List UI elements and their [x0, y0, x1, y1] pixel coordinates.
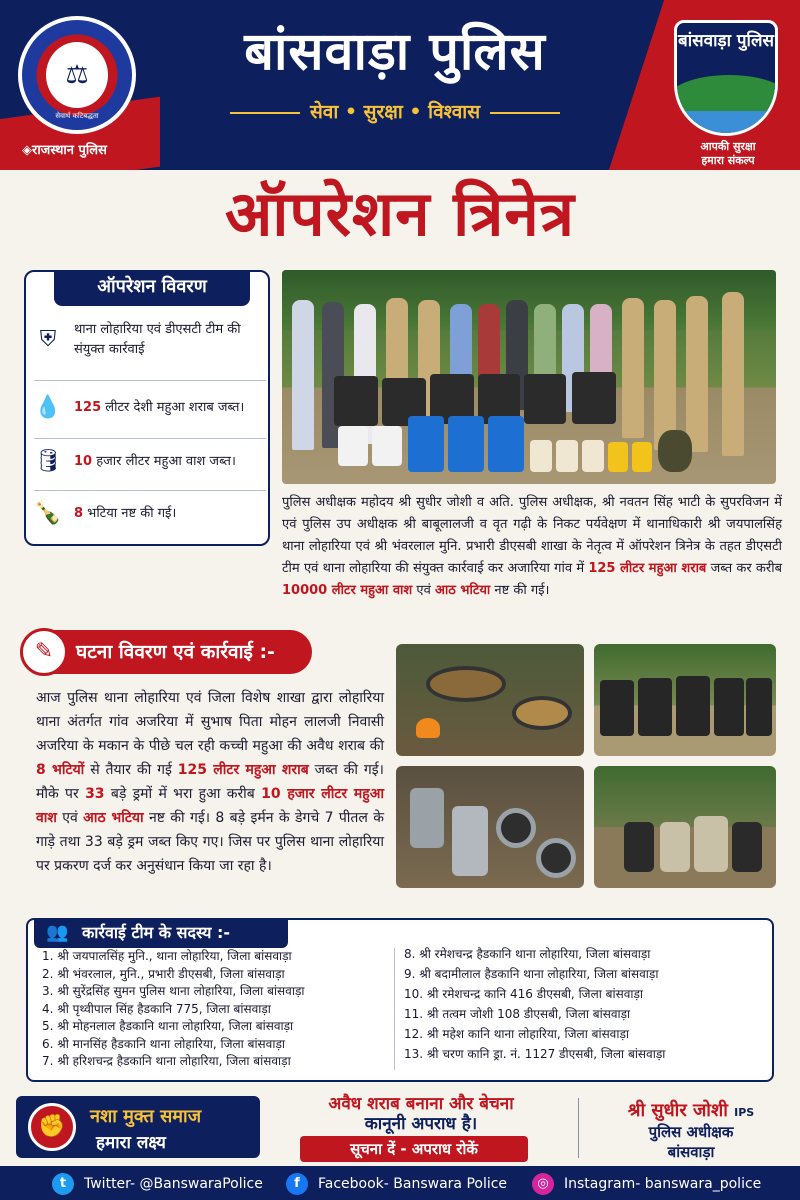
incident-heading: ✎ घटना विवरण एवं कार्रवाई :- — [22, 630, 312, 674]
district-badge — [674, 20, 778, 136]
report-crime-callout: सूचना दें - अपराध रोकें — [300, 1136, 528, 1162]
photo-brass-vessels — [396, 766, 584, 888]
sp-name: श्री सुधीर जोशी IPS — [627, 1100, 755, 1121]
divider — [34, 380, 266, 381]
photo-jerrycan — [372, 426, 402, 466]
operation-item — [34, 394, 266, 422]
facebook-link[interactable]: f Facebook- Banswara Police — [286, 1173, 507, 1195]
operation-description: पुलिस अधीक्षक महोदय श्री सुधीर जोशी व अति. पुलिस अधीक्षक, श्री नवतन सिंह भाटी के सुपरविजन में एवं पुलिस उप अधीक्षक श्री बाबूलालजी व वृत गढ़ी के निकट पर्यवेक्षण में थानाधिकारी श्री जयपालसिंह थाना लोहारिया एवं श्री भंवरलाल मुनि. प्रभारी डीएसबी शाखा के नेतृत्व में ऑपरेशन त्रिनेत्र के तहत डीएसटी टीम एवं थाना लोहारिया की संयुक्त कार्रवाई कर अजारिया गांव में 125 लीटर महुआ शराब जब्त कर करीब 10000 लीटर महुआ वाश एवं आठ भटिया नष्ट की गई। — [282, 495, 782, 598]
team-member: 8. श्री रमेशचन्द्र हैडकानि थाना लोहारिया, जिला बांसवाड़ा — [404, 947, 651, 961]
photo-blue-drum — [448, 416, 484, 472]
photo-drum — [334, 376, 378, 426]
photo-person — [622, 298, 644, 438]
state-police-label: ◈राजस्थान पुलिस — [22, 143, 107, 158]
team-member: 6. श्री मानसिंह हैडकानि थाना लोहारिया, जिला बांसवाड़ा — [42, 1036, 285, 1051]
photo-person — [654, 300, 676, 450]
instagram-icon: ◎ — [532, 1173, 554, 1195]
team-list-right — [404, 944, 665, 1064]
team-member: 4. श्री पृथ्वीपाल सिंह हैडकानि 775, जिला बांसवाड़ा — [42, 1001, 271, 1016]
photo-person — [722, 292, 744, 456]
photo-drum — [572, 372, 616, 424]
photo-drum — [524, 374, 566, 424]
bottle-icon: 🍾 — [34, 501, 62, 526]
emblem-crest-icon: ⚖ — [46, 42, 108, 108]
photo-person — [686, 296, 708, 452]
photo-blue-drum — [408, 416, 444, 472]
divider — [578, 1098, 579, 1158]
operation-item-text: 10 हजार लीटर महुआ वाश जब्त। — [74, 454, 236, 469]
drum-icon: 🛢 — [34, 449, 62, 474]
badge-caption: आपकी सुरक्षा हमारा संकल्प — [700, 140, 756, 167]
team-member: 12. श्री महेश कानि थाना लोहारिया, जिला बांसवाड़ा — [404, 1027, 629, 1041]
photo-distillery-pots — [396, 644, 584, 756]
divider — [34, 490, 266, 491]
photo-jerrycan — [582, 440, 604, 472]
operation-item — [34, 500, 266, 528]
team-list-left — [42, 948, 304, 1071]
header-banner — [0, 0, 800, 170]
instagram-link[interactable]: ◎ Instagram- banswara_police — [532, 1173, 761, 1195]
operation-details-heading: ऑपरेशन विवरण — [54, 270, 250, 306]
legal-warning: अवैध शराब बनाना और बेचना कानूनी अपराध है। — [328, 1094, 514, 1134]
badge-title: बांसवाड़ा पुलिस — [678, 31, 774, 51]
team-member: 1. श्री जयपालसिंह मुनि., थाना लोहारिया, जिला बांसवाड़ा — [42, 949, 292, 963]
team-members-heading: 👥 कार्रवाई टीम के सदस्य :- — [34, 918, 288, 948]
team-member: 2. श्री भंवरलाल, मुनि., प्रभारी डीएसबी, जिला बांसवाड़ा — [42, 966, 285, 981]
photo-jerrycan — [632, 442, 652, 472]
shield-star-icon: ⛨ — [39, 327, 57, 352]
slogan-line-2: हमारा लक्ष्य — [96, 1133, 166, 1153]
team-member: 10. श्री रमेशचन्द्र कानि 416 डीएसबी, जिला बांसवाड़ा — [404, 987, 644, 1001]
team-group-photo — [282, 270, 776, 484]
photo-pot — [658, 430, 692, 472]
photo-person — [292, 300, 314, 450]
badge-water-graphic — [677, 111, 775, 133]
photo-drums-row — [594, 644, 776, 756]
sp-designation: पुलिस अधीक्षक बांसवाड़ा — [648, 1123, 734, 1161]
operation-item — [34, 320, 266, 360]
team-member: 11. श्री तत्वम जोशी 108 डीएसबी, जिला बांसवाड़ा — [404, 1007, 631, 1021]
photo-destroyed-kilns — [594, 766, 776, 888]
twitter-link[interactable]: t Twitter- @BanswaraPolice — [52, 1173, 263, 1195]
photo-blue-drum — [488, 416, 524, 472]
people-icon: 👥 — [46, 922, 69, 943]
rajasthan-police-emblem — [18, 16, 136, 134]
operation-item-text: 8 भटिया नष्ट की गई। — [74, 506, 177, 521]
incident-description: आज पुलिस थाना लोहारिया एवं जिला विशेष शाखा द्वारा लोहारिया थाना अंतर्गत गांव अजरिया में सुभाष पिता मोहन लालजी निवासी अजरिया के मकान के पीछे चल रही कच्ची महुआ की अवैध शराब की 8 भटियों से तैयार की गई 125 लीटर महुआ शराब जब्त की गई। मौके पर 33 बड़े ड्रमों में भरा हुआ करीब 10 हजार लीटर महुआ वाश एवं आठ भटिया नष्ट की गई। 8 बड़े इर्मन के डेगचे 7 पीतल के गाड़े तथा 33 बड़े ड्रम जब्त किए गए। जिस पर पुलिस थाना लोहारिया पर प्रकरण दर्ज कर अनुसंधान किया जा रहा है। — [36, 690, 385, 874]
team-member: 13. श्री चरण कानि ड्रा. नं. 1127 डीएसबी, जिला बांसवाड़ा — [404, 1047, 666, 1061]
photo-jerrycan — [608, 442, 628, 472]
twitter-icon: t — [52, 1173, 74, 1195]
raised-fist-icon: ✊ — [28, 1103, 76, 1151]
clipboard-pen-icon: ✎ — [20, 628, 68, 676]
operation-item — [34, 448, 266, 476]
divider — [394, 948, 395, 1070]
operation-item-text: थाना लोहारिया एवं डीएसटी टीम की संयुक्त कार्रवाई — [74, 322, 241, 357]
operation-title: ऑपरेशन त्रिनेत्र — [224, 177, 576, 250]
team-member: 7. श्री हरिशचन्द्र हैडकानि थाना लोहारिया, जिला बांसवाड़ा — [42, 1054, 291, 1068]
photo-jerrycan — [338, 426, 368, 466]
social-media-bar — [0, 1166, 800, 1200]
drop-icon: 💧 — [34, 395, 62, 420]
page-title: बांसवाड़ा पुलिस — [244, 22, 546, 82]
tagline: सेवा • सुरक्षा • विश्वास — [190, 98, 600, 124]
photo-jerrycan — [556, 440, 578, 472]
team-member: 5. श्री मोहनलाल हैडकानि थाना लोहारिया, जिला बांसवाड़ा — [42, 1019, 294, 1033]
emblem-motto: सेवार्थ कटिबद्धता — [55, 112, 99, 120]
divider — [34, 438, 266, 439]
team-member: 3. श्री सुरेंद्रसिंह सुमन पुलिस थाना लोहारिया, जिला बांसवाड़ा — [42, 984, 305, 998]
photo-jerrycan — [530, 440, 552, 472]
fire-icon — [416, 718, 440, 738]
operation-details-box — [24, 270, 270, 546]
slogan-line-1: नशा मुक्त समाज — [90, 1106, 202, 1127]
operation-item-text: 125 लीटर देशी महुआ शराब जब्त। — [74, 400, 245, 415]
slogan-banner — [16, 1096, 260, 1158]
facebook-icon: f — [286, 1173, 308, 1195]
team-member: 9. श्री बदामीलाल हैडकानि थाना लोहारिया, जिला बांसवाड़ा — [404, 967, 659, 981]
